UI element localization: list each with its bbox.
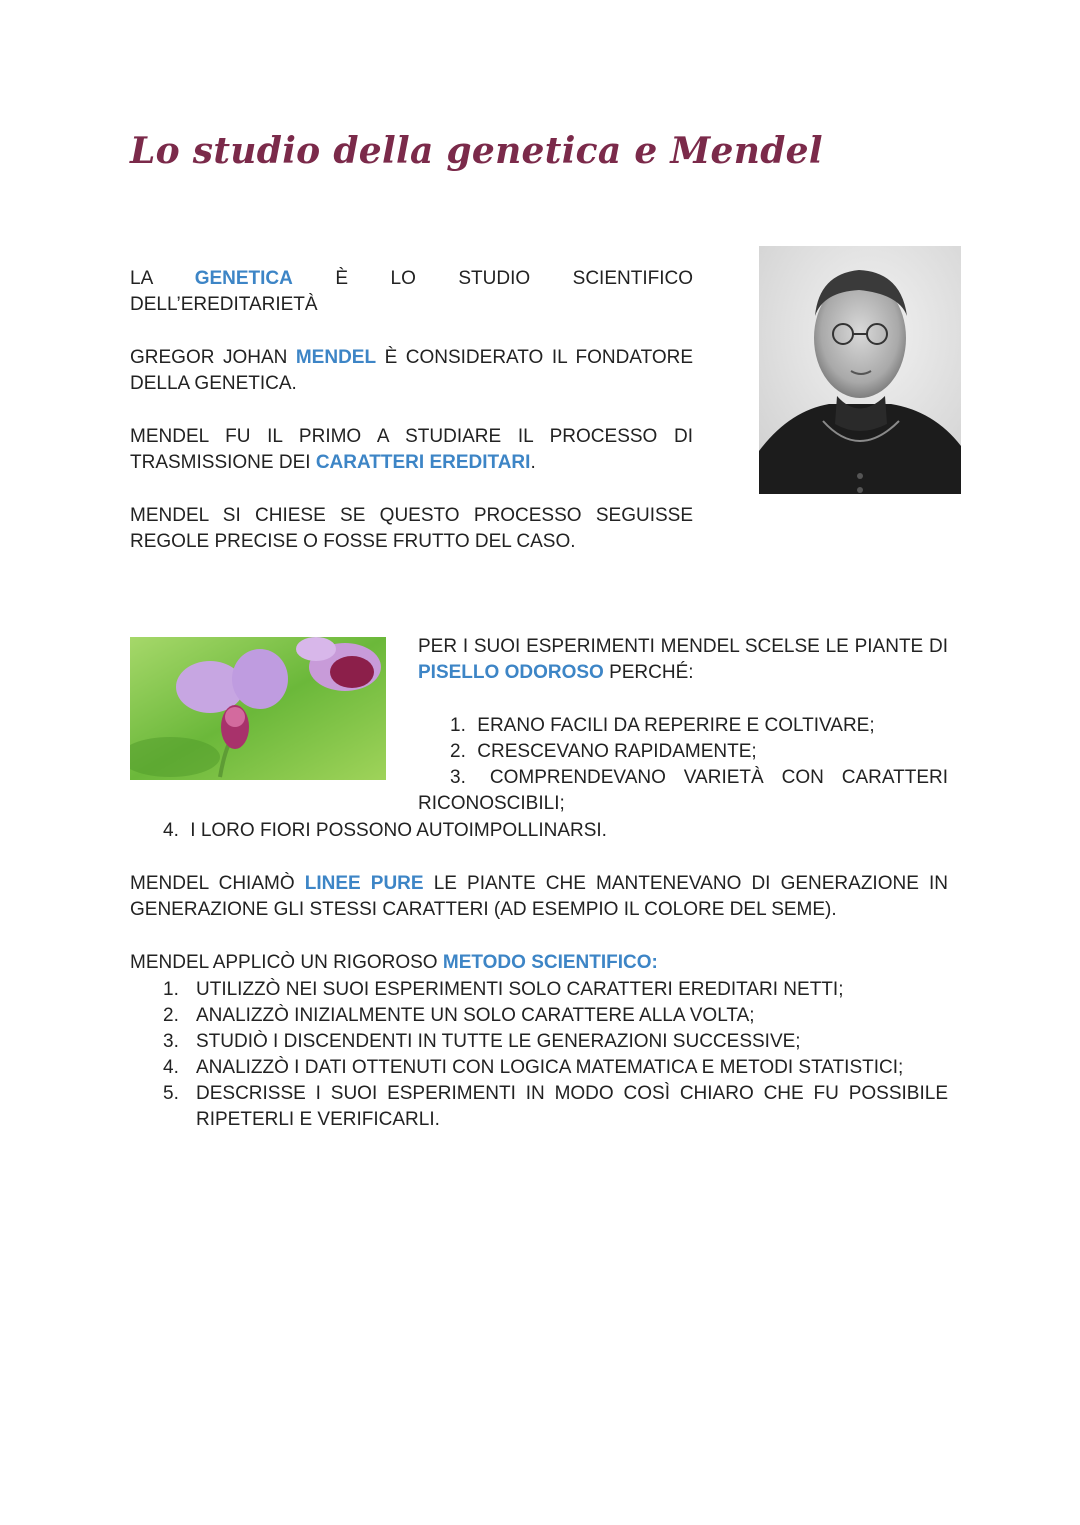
paragraph-metodo <box>130 950 948 976</box>
list-text: RICONOSCIBILI; <box>418 793 565 814</box>
list-text: ERANO FACILI DA REPERIRE E COLTIVARE; <box>477 715 875 736</box>
list-number: 5. <box>163 1083 179 1104</box>
list-number: 1. <box>163 979 179 1000</box>
text: È LO STUDIO SCIENTIFICO DELL’EREDITARIETÀ <box>130 268 693 315</box>
list-number: 3. <box>163 1031 179 1052</box>
text: : <box>651 952 658 973</box>
list-item <box>450 739 948 765</box>
list-text: I LORO FIORI POSSONO AUTOIMPOLLINARSI. <box>190 820 607 841</box>
paragraph-genetica <box>130 266 693 318</box>
method-list <box>163 977 948 1133</box>
list-item <box>163 818 948 844</box>
paragraph-mendel <box>130 345 693 397</box>
list-text: DESCRISSE I SUOI ESPERIMENTI IN MODO COSÌ CHIARO CHE FU POSSIBILE RIPETERLI E VERIFICARLI. <box>196 1083 948 1130</box>
list-text: ANALIZZÒ I DATI OTTENUTI CON LOGICA MATEMATICA E METODI STATISTICI; <box>196 1057 904 1078</box>
list-number: 2. <box>163 1005 179 1026</box>
list-text: ANALIZZÒ INIZIALMENTE UN SOLO CARATTERE ALLA VOLTA; <box>196 1005 755 1026</box>
list-number: 3. <box>450 767 466 788</box>
highlight-genetica: GENETICA <box>194 268 293 289</box>
paragraph-domanda: MENDEL SI CHIESE SE QUESTO PROCESSO SEGUISSE REGOLE PRECISE O FOSSE FRUTTO DEL CASO. <box>130 505 693 552</box>
list-item <box>450 765 948 791</box>
text: . <box>530 452 536 473</box>
portrait-photo <box>759 246 961 494</box>
list-text: UTILIZZÒ NEI SUOI ESPERIMENTI SOLO CARATTERI EREDITARI NETTI; <box>196 979 844 1000</box>
paragraph-trasmissione <box>130 424 693 476</box>
list-item <box>163 1055 948 1081</box>
list-number: 4. <box>163 1057 179 1078</box>
list-text: STUDIÒ I DISCENDENTI IN TUTTE LE GENERAZIONI SUCCESSIVE; <box>196 1031 801 1052</box>
highlight-linee-pure: LINEE PURE <box>304 873 424 894</box>
text: PERCHÉ: <box>603 662 694 683</box>
highlight-caratteri: CARATTERI EREDITARI <box>315 452 531 473</box>
text: MENDEL CHIAMÒ <box>130 873 305 894</box>
highlight-pisello: PISELLO ODOROSO <box>418 662 604 683</box>
list-number: 4. <box>163 820 179 841</box>
text: LE PIANTE CHE MANTENEVANO DI GENERAZIONE IN GENERAZIONE GLI STESSI CARATTERI (AD ESEMPIO IL COLORE DEL SEME). <box>130 873 948 920</box>
list-item <box>163 1081 948 1133</box>
list-item-continuation <box>418 791 948 817</box>
text: GREGOR JOHAN <box>130 347 296 368</box>
list-item <box>450 713 948 739</box>
highlight-metodo: METODO SCIENTIFICO <box>442 952 652 973</box>
highlight-mendel: MENDEL <box>295 347 377 368</box>
list-text: COMPRENDEVANO VARIETÀ CON CARATTERI <box>489 767 948 788</box>
sweet-pea-flower-photo <box>130 637 386 780</box>
text: PER I SUOI ESPERIMENTI MENDEL SCELSE LE PIANTE DI <box>418 636 948 657</box>
list-item <box>163 1029 948 1055</box>
paragraph-pisello <box>418 634 948 686</box>
text: LA <box>130 268 195 289</box>
list-item <box>163 1003 948 1029</box>
list-text: CRESCEVANO RAPIDAMENTE; <box>477 741 757 762</box>
page-title: Lo studio della genetica e Mendel <box>130 130 823 172</box>
list-number: 1. <box>450 715 466 736</box>
paragraph-linee-pure <box>130 871 948 923</box>
text: È CONSIDERATO IL FONDATORE DELLA GENETICA. <box>130 347 693 394</box>
list-number: 2. <box>450 741 466 762</box>
text: MENDEL FU IL PRIMO A STUDIARE IL PROCESSO DI TRASMISSIONE DEI <box>130 426 693 473</box>
list-item <box>163 977 948 1003</box>
text: MENDEL APPLICÒ UN RIGOROSO <box>130 952 443 973</box>
